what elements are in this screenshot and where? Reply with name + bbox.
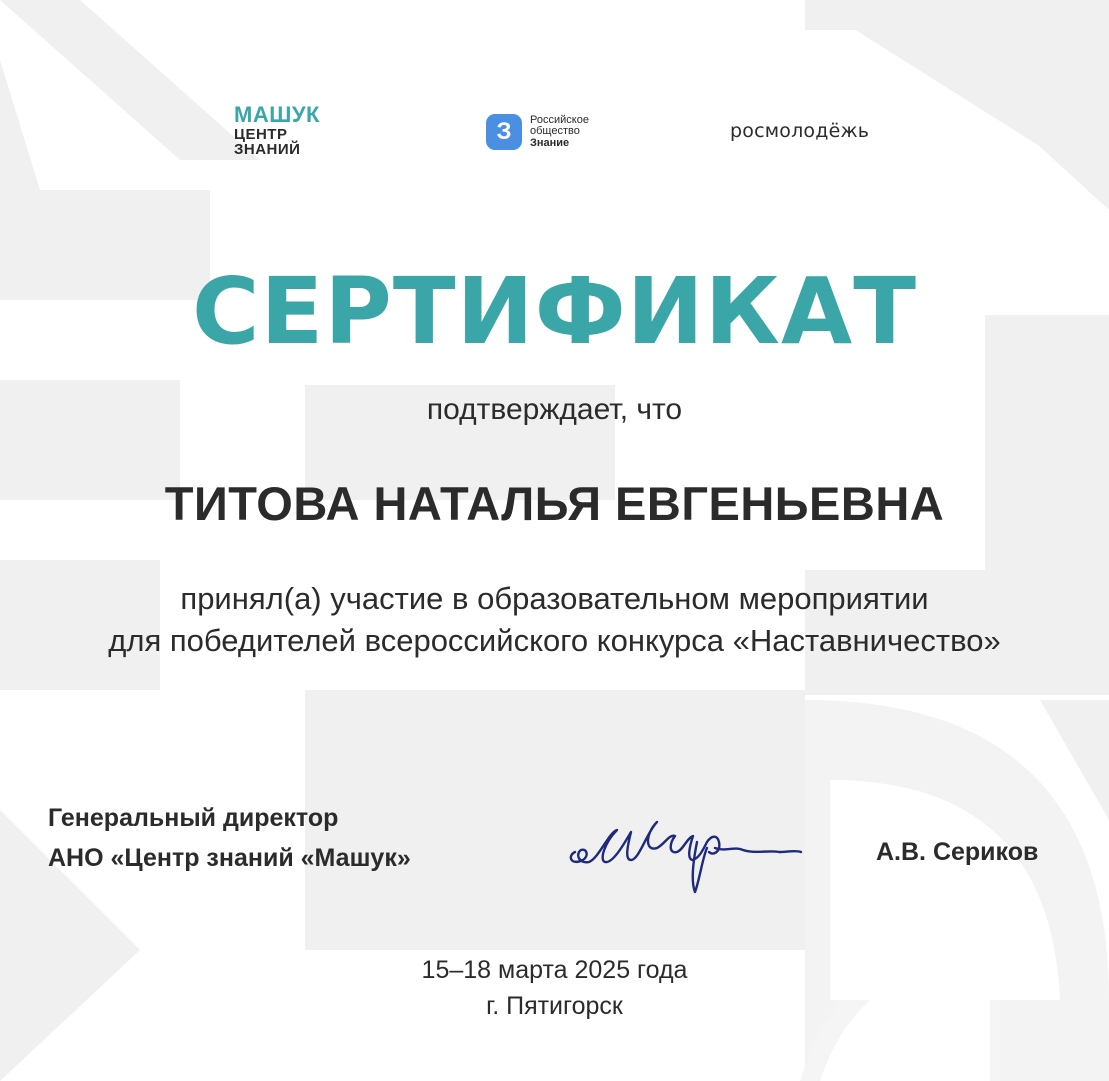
certificate-title: СЕРТИФИКАТ bbox=[192, 258, 917, 365]
event-dates: 15–18 марта 2025 года bbox=[421, 956, 688, 984]
mashuk-logo bbox=[234, 104, 334, 157]
znanie-logo-line3: Знание bbox=[530, 136, 570, 149]
znanie-logo-icon: З bbox=[486, 114, 522, 150]
rosmolodezh-logo: росмолодёжь bbox=[730, 120, 870, 142]
znanie-logo-line2: общество bbox=[530, 125, 580, 138]
handwritten-signature bbox=[565, 812, 810, 902]
description-line1: принял(а) участие в образовательном мероприятии bbox=[180, 581, 929, 616]
event-city: г. Пятигорск bbox=[486, 992, 623, 1020]
signatory-position bbox=[48, 798, 411, 878]
signatory-position-line2: АНО «Центр знаний «Машук» bbox=[48, 844, 411, 872]
mashuk-logo-line3: ЗНАНИЙ bbox=[234, 141, 301, 158]
confirmation-text: подтверждает, что bbox=[426, 393, 683, 426]
znanie-logo-line1: Российское bbox=[530, 113, 589, 126]
signatory-position-line1: Генеральный директор bbox=[48, 804, 339, 832]
description-line2: для победителей всероссийского конкурса «Наставничество» bbox=[108, 623, 1001, 658]
recipient-name: ТИТОВА НАТАЛЬЯ ЕВГЕНЬЕВНА bbox=[164, 477, 945, 530]
mashuk-logo-line2: ЦЕНТР bbox=[234, 126, 288, 143]
signatory-name: А.В. Сериков bbox=[876, 838, 1039, 866]
znanie-logo bbox=[486, 114, 589, 150]
participation-description bbox=[0, 578, 1109, 662]
event-details bbox=[0, 952, 1109, 1024]
mashuk-logo-line1: МАШУК bbox=[234, 102, 320, 127]
